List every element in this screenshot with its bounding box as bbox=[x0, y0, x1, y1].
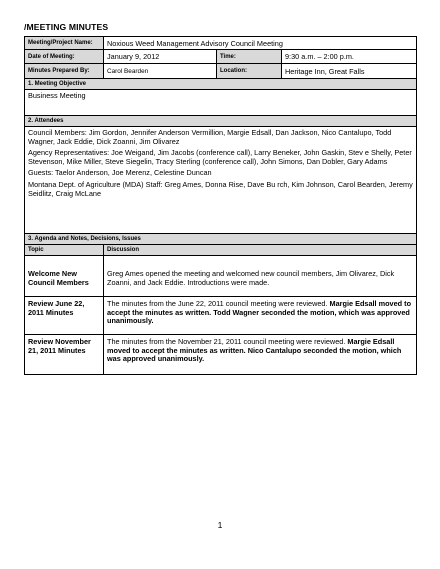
location-value: Heritage Inn, Great Falls bbox=[281, 64, 416, 78]
date-value: January 9, 2012 bbox=[103, 50, 216, 63]
agenda-row bbox=[25, 297, 416, 335]
meeting-name-row bbox=[25, 37, 416, 50]
page-number: 1 bbox=[217, 520, 223, 530]
discussion-text: The minutes from the November 21, 2011 council meeting were reviewed. bbox=[107, 337, 348, 346]
discussion-motion: Margie Edsall moved to accept the minutes as written. Todd Wagner seconded the motion, which was approved unanimously. bbox=[107, 299, 412, 326]
attendees-block bbox=[25, 127, 416, 234]
date-label: Date of Meeting: bbox=[25, 50, 103, 63]
objective-heading: 1. Meeting Objective bbox=[25, 79, 416, 90]
document-title: /MEETING MINUTES bbox=[24, 22, 109, 32]
agenda-row bbox=[25, 335, 416, 374]
time-label: Time: bbox=[216, 50, 281, 63]
agency-representatives: Agency Representatives: Joe Weigand, Jim Jacobs (conference call), Larry Beneker, John Gaskin, Stev e Shelly, Peter Stevenson, Mike Miller, Steve Siegelin, Tracy Sterling (conference call), John Simons, Dan Dobler, Gary Adams bbox=[28, 148, 412, 166]
meeting-project-label: Meeting/Project Name: bbox=[25, 37, 103, 49]
minutes-sheet bbox=[24, 36, 417, 375]
time-value: 9:30 a.m. – 2:00 p.m. bbox=[281, 50, 416, 63]
discussion-motion: Margie Edsall moved to accept the minutes as written. Nico Cantalupo seconded the motion, which was approved unanimously. bbox=[107, 337, 402, 364]
discussion-header: Discussion bbox=[103, 245, 416, 255]
agenda-row bbox=[25, 256, 416, 297]
objective-value: Business Meeting bbox=[28, 91, 86, 100]
council-members: Council Members: Jim Gordon, Jennifer Anderson Vermillion, Margie Edsall, Dan Jackson, Nico Cantalupo, Todd Wagner, Jack Eddie, Dick Zoanni, Jim Olivarez bbox=[28, 128, 392, 146]
guests: Guests: Taelor Anderson, Joe Merenz, Celestine Duncan bbox=[28, 168, 212, 178]
agenda-topic: Welcome New Council Members bbox=[28, 269, 89, 287]
prepared-by-label: Minutes Prepared By: bbox=[25, 64, 103, 78]
agenda-header-row bbox=[25, 245, 416, 256]
agenda-discussion bbox=[103, 297, 416, 334]
discussion-text: The minutes from the June 22, 2011 council meeting were reviewed. bbox=[107, 299, 330, 308]
topic-header: Topic bbox=[25, 245, 103, 255]
agenda-discussion bbox=[103, 335, 416, 374]
prepared-by-value: Carol Bearden bbox=[103, 64, 216, 78]
agenda-heading: 3. Agenda and Notes, Decisions, Issues bbox=[25, 234, 416, 245]
agenda-topic: Review June 22, 2011 Minutes bbox=[28, 299, 85, 317]
prepared-location-row bbox=[25, 64, 416, 79]
agenda-discussion bbox=[103, 256, 416, 296]
meeting-project-value: Noxious Weed Management Advisory Council Meeting bbox=[103, 37, 416, 49]
mda-staff: Montana Dept. of Agriculture (MDA) Staff: Greg Ames, Donna Rise, Dave Bu rch, Kim Johnson, Carol Bearden, Jeremy Seidlitz, Craig McLane bbox=[28, 179, 413, 198]
date-time-row bbox=[25, 50, 416, 64]
attendees-heading: 2. Attendees bbox=[25, 116, 416, 127]
discussion-text: Greg Ames opened the meeting and welcomed new council members, Jim Olivarez, Dick Zoanni, and Jack Eddie. Introductions were made. bbox=[107, 269, 395, 287]
agenda-topic: Review November 21, 2011 Minutes bbox=[28, 337, 91, 355]
location-label: Location: bbox=[216, 64, 281, 78]
objective-text bbox=[25, 90, 416, 116]
